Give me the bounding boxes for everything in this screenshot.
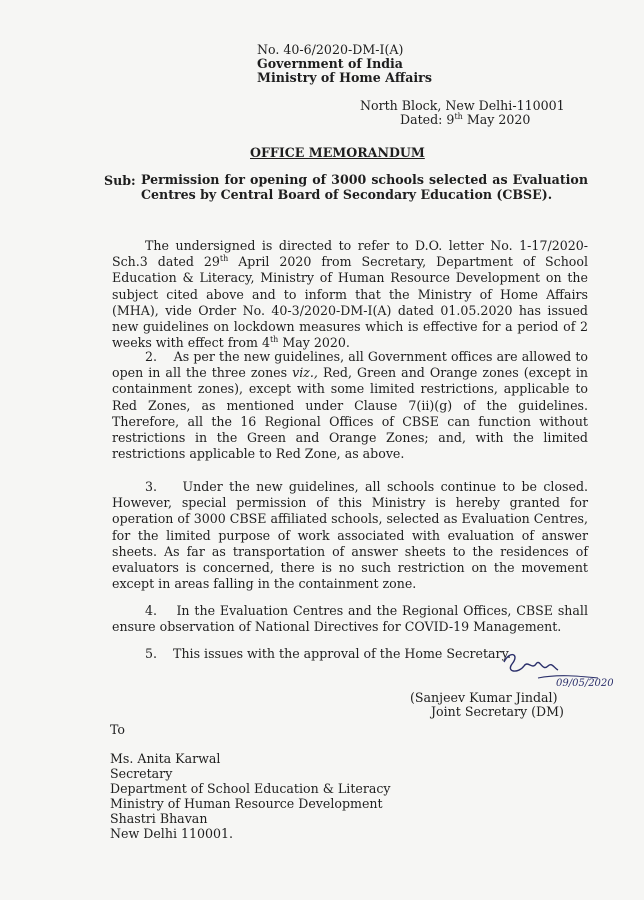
government-of-india: Government of India [257,56,403,71]
memo-date: Dated: 9th May 2020 [400,111,531,127]
recipient-address [110,751,391,841]
office-address: North Block, New Delhi-110001 [360,98,565,113]
subject-text: Permission for opening of 3000 schools selected as Evaluation Centres by Central Board of Secondary Education (CBSE). [141,172,588,202]
paragraph-3: 3. Under the new guidelines, all schools continue to be closed. However, special permission of this Ministry is hereby granted for operation of 3000 CBSE affiliated schools, selected as Evaluation Centres, for the limited purpose of work associated with evaluation of answer sheets. As far as transportation of answer sheets to the residences of evaluators is concerned, there is no such restriction on the movement except in areas falling in the containment zone. [112,479,589,592]
ministry-name: Ministry of Home Affairs [257,70,432,85]
paragraph-1: The undersigned is directed to refer to D.O. letter No. 1-17/2020-Sch.3 dated 29th April 2020 from Secretary, Department of School Education & Literacy, Ministry of Human Resource Development on the subject cited above and to inform that the Ministry of Home Affairs (MHA), vide Order No. 40-3/2020-DM-I(A) dated 01.05.2020 has issued new guidelines on lockdown measures which is effective for a period of 2 weeks with effect from 4th May 2020. [112,238,588,351]
recipient-line: Ms. Anita Karwal [110,751,221,766]
memo-title: OFFICE MEMORANDUM [250,145,425,160]
subject-label: Sub: [104,173,136,188]
signatory-name: (Sanjeev Kumar Jindal) [410,690,558,705]
to-label: To [110,722,126,737]
file-number: No. 40-6/2020-DM-I(A) [257,42,404,57]
handwritten-signature [498,648,628,692]
recipient-line: Department of School Education & Literacy [110,781,391,796]
svg-text:09/05/2020: 09/05/2020 [556,678,614,689]
paragraph-4: 4. In the Evaluation Centres and the Regional Offices, CBSE shall ensure observation of National Directives for COVID-19 Management. [112,603,588,635]
paragraph-5: 5. This issues with the approval of the Home Secretary. [145,646,512,661]
paragraph-2: 2. As per the new guidelines, all Government offices are allowed to open in all the three zones viz., Red, Green and Orange zones (except in containment zones), except with some limited restrictions, applicable to Red Zones, as mentioned under Clause 7(ii)(g) of the guidelines. Therefore, all the 16 Regional Offices of CBSE can function without restrictions in the Green and Orange Zones; and, with the limited restrictions applicable to Red Zone, as above. [112,349,588,462]
recipient-line: Shastri Bhavan [110,811,208,826]
signatory-designation: Joint Secretary (DM) [431,704,564,719]
recipient-line: Secretary [110,766,173,781]
recipient-line: New Delhi 110001. [110,826,234,841]
recipient-line: Ministry of Human Resource Development [110,796,383,811]
